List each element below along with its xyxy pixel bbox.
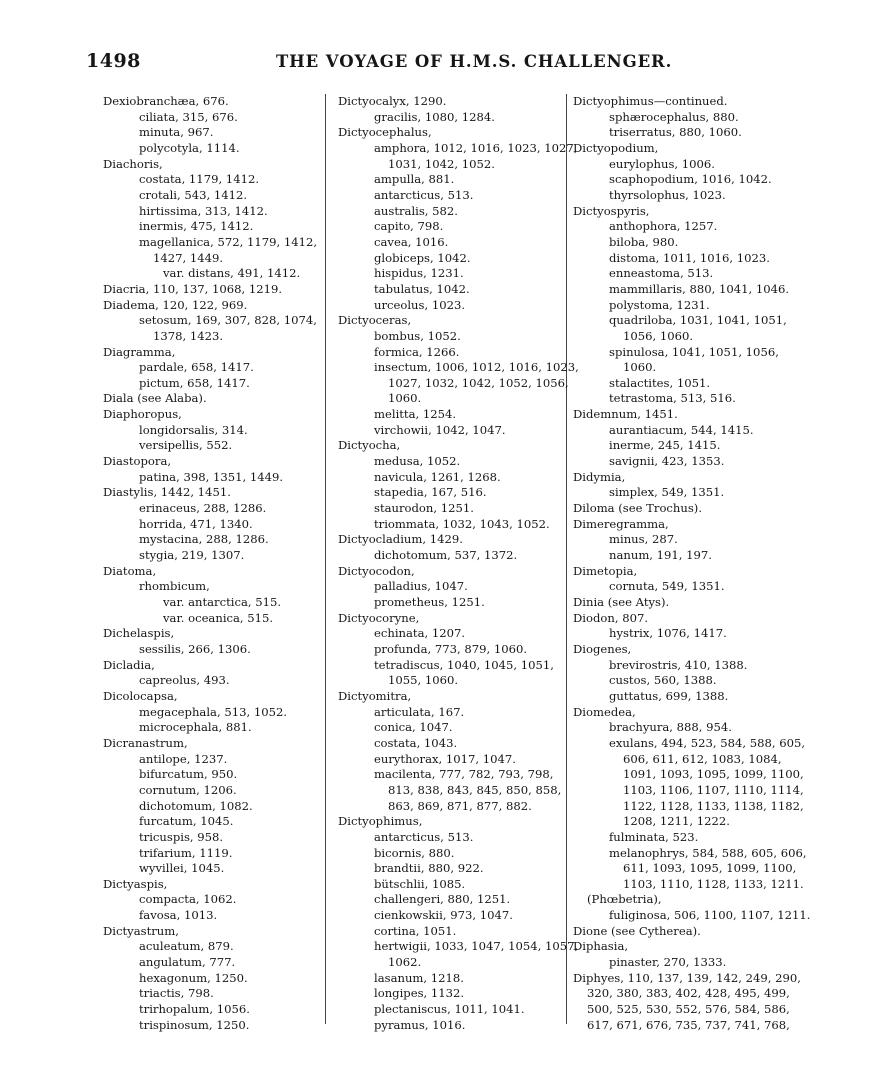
index-entry-line: simplex, 549, 1351. [609, 485, 725, 500]
index-entry-line: 320, 380, 383, 402, 428, 495, 499, [587, 986, 790, 1001]
index-entry-line: triactis, 798. [139, 986, 214, 1001]
index-entry-line: pictum, 658, 1417. [139, 375, 250, 390]
index-entry-line: stygia, 219, 1307. [139, 548, 245, 563]
index-entry-line: minuta, 967. [139, 125, 214, 140]
index-entry-line: sphærocephalus, 880. [609, 109, 739, 124]
index-entry-line: mammillaris, 880, 1041, 1046. [609, 281, 790, 296]
index-entry-line: microcephala, 881. [139, 720, 252, 735]
index-entry-line: costata, 1043. [374, 735, 458, 750]
index-entry-line: var. antarctica, 515. [163, 595, 282, 609]
index-entry-line: 1208, 1211, 1222. [623, 814, 730, 829]
index-entry-heading: Diacria, 110, 137, 1068, 1219. [103, 281, 283, 296]
index-entry-line: navicula, 1261, 1268. [374, 469, 501, 484]
index-entry-heading: Dictyopodium, [573, 140, 659, 155]
index-entry-line: pardale, 658, 1417. [139, 360, 254, 375]
index-entry-line: 1091, 1093, 1095, 1099, 1100, [623, 767, 804, 782]
index-entry-line: custos, 560, 1388. [609, 673, 717, 688]
index-entry-heading: Dictyomitra, [338, 688, 412, 703]
index-entry-heading: Diagramma, [103, 344, 176, 359]
index-entry-line: horrida, 471, 1340. [139, 516, 253, 531]
index-entry-line: aurantiacum, 544, 1415. [609, 422, 754, 437]
index-entry-line: articulata, 167. [374, 704, 465, 719]
index-entry-line: hertwigii, 1033, 1047, 1054, 1057, [374, 939, 579, 954]
index-entry-line: antilope, 1237. [139, 751, 228, 766]
index-entry-line: distoma, 1011, 1016, 1023. [609, 250, 770, 265]
index-entry-heading: Dicladia, [103, 657, 155, 672]
index-entry-line: wyvillei, 1045. [139, 861, 225, 876]
index-entry-line: magellanica, 572, 1179, 1412, [139, 234, 318, 249]
index-entry-heading: Didemnum, 1451. [573, 407, 678, 422]
column-divider [566, 94, 567, 1024]
index-entry-heading: Diomedea, [573, 704, 636, 719]
page-header [0, 50, 880, 80]
index-entry-line: fuliginosa, 506, 1100, 1107, 1211. [609, 908, 811, 923]
index-entry-line: erinaceus, 288, 1286. [139, 501, 267, 516]
index-entry-line: 1103, 1106, 1107, 1110, 1114, [623, 782, 804, 797]
index-entry-line: 606, 611, 612, 1083, 1084, [623, 751, 782, 766]
index-entry-line: cornuta, 549, 1351. [609, 579, 725, 594]
index-entry-line: bifurcatum, 950. [139, 767, 238, 782]
index-entry-heading: Dictyocha, [338, 438, 401, 453]
index-entry-line: brevirostris, 410, 1388. [609, 657, 748, 672]
index-entry-line: 1062. [388, 955, 422, 970]
index-entry-line: bicornis, 880. [374, 845, 455, 860]
index-entry-line: melitta, 1254. [374, 407, 457, 422]
index-entry-line: polystoma, 1231. [609, 297, 710, 312]
running-title: THE VOYAGE OF H.M.S. CHALLENGER. [276, 52, 673, 71]
index-entry-heading: Diatoma, [103, 563, 157, 578]
index-entry-heading: Dicranastrum, [103, 735, 188, 750]
index-entry-heading: Diastopora, [103, 454, 172, 469]
index-entry-line: macilenta, 777, 782, 793, 798, [374, 767, 554, 782]
index-entry-line: hystrix, 1076, 1417. [609, 626, 727, 641]
index-entry-line: enneastoma, 513. [609, 266, 714, 281]
index-entry-heading: Dione (see Cytherea). [573, 923, 701, 938]
index-entry-line: fulminata, 523. [609, 829, 699, 844]
index-entry-line: versipellis, 552. [139, 438, 233, 453]
index-entry-heading: Dictyastrum, [103, 923, 179, 938]
index-entry-heading: Diaphoropus, [103, 407, 182, 422]
index-entry-heading: Diodon, 807. [573, 610, 649, 625]
index-entry-line: scaphopodium, 1016, 1042. [609, 172, 772, 187]
index-entry-line: 1122, 1128, 1133, 1138, 1182, [623, 798, 804, 813]
index-entry-line: costata, 1179, 1412. [139, 172, 260, 187]
index-entry-heading: Didymia, [573, 469, 626, 484]
index-entry-line: triserratus, 880, 1060. [609, 125, 742, 140]
index-entry-line: bütschlii, 1085. [374, 876, 466, 891]
index-entry-line: echinata, 1207. [374, 626, 466, 641]
index-entry-heading: Diadema, 120, 122, 969. [103, 297, 248, 312]
index-entry-line: lasanum, 1218. [374, 970, 464, 985]
index-entry-heading: Dictyocodon, [338, 563, 415, 578]
index-entry-line: trispinosum, 1250. [139, 1017, 250, 1032]
index-entry-line: 1378, 1423. [153, 328, 224, 343]
index-entry-heading: Dimetopia, [573, 563, 638, 578]
index-entry-line: stalactites, 1051. [609, 375, 711, 390]
index-entry-line: spinulosa, 1041, 1051, 1056, [609, 344, 779, 359]
index-entry-line: 813, 838, 843, 845, 850, 858, [388, 782, 562, 797]
index-entry-heading: Dictyaspis, [103, 876, 168, 891]
index-entry-line: angulatum, 777. [139, 955, 236, 970]
index-entry-line: thyrsolophus, 1023. [609, 187, 726, 202]
index-entry-heading: Diphyes, 110, 137, 139, 142, 249, 290, [573, 970, 801, 985]
index-entry-line: nanum, 191, 197. [609, 548, 712, 563]
index-entry-heading: Diala (see Alaba). [103, 391, 207, 406]
index-entry-line: insectum, 1006, 1012, 1016, 1023, [374, 360, 579, 375]
index-entry-line: 1060. [388, 391, 422, 406]
index-entry-line: inermis, 475, 1412. [139, 219, 254, 234]
index-entry-line: 863, 869, 871, 877, 882. [388, 798, 532, 813]
index-entry-line: inerme, 245, 1415. [609, 438, 721, 453]
page-number: 1498 [86, 50, 141, 72]
index-entry-line: 500, 525, 530, 552, 576, 584, 586, [587, 1002, 790, 1017]
index-entry-line: dichotomum, 1082. [139, 798, 253, 813]
index-entry-line: rhombicum, [139, 579, 210, 594]
index-entry-line: tricuspis, 958. [139, 829, 224, 844]
index-entry-line: 1027, 1032, 1042, 1052, 1056, [388, 375, 569, 390]
index-entry-line: ciliata, 315, 676. [139, 109, 238, 124]
index-entry-line: furcatum, 1045. [139, 814, 234, 829]
index-entry-line: brandtii, 880, 922. [374, 861, 484, 876]
index-entry-line: hirtissima, 313, 1412. [139, 203, 268, 218]
index-entry-heading: Dictyocephalus, [338, 125, 432, 140]
index-entry-line: amphora, 1012, 1016, 1023, 1027, [374, 140, 578, 155]
index-entry-line: 1103, 1110, 1128, 1133, 1211. [623, 876, 804, 891]
index-entry-line: anthophora, 1257. [609, 219, 718, 234]
index-column-2 [338, 94, 579, 1033]
index-entry-heading: Dictyoceras, [338, 313, 412, 328]
index-entry-heading: Diloma (see Trochus). [573, 501, 703, 516]
index-entry-line: stapedia, 167, 516. [374, 485, 487, 500]
index-entry-line: savignii, 423, 1353. [609, 454, 725, 469]
index-entry-line: cortina, 1051. [374, 923, 457, 938]
index-entry-line: brachyura, 888, 954. [609, 720, 732, 735]
index-entry-line: globiceps, 1042. [374, 250, 471, 265]
index-entry-line: dichotomum, 537, 1372. [374, 548, 518, 563]
index-entry-line: trifarium, 1119. [139, 845, 233, 860]
index-entry-line: bombus, 1052. [374, 328, 461, 343]
index-entry-line: polycotyla, 1114. [139, 140, 240, 155]
index-entry-line: 1055, 1060. [388, 673, 459, 688]
index-entry-line: crotali, 543, 1412. [139, 187, 248, 202]
index-entry-line: gracilis, 1080, 1284. [374, 109, 495, 124]
index-entry-line: triommata, 1032, 1043, 1052. [374, 516, 550, 531]
index-entry-line: urceolus, 1023. [374, 297, 466, 312]
index-entry-line: cavea, 1016. [374, 234, 449, 249]
index-entry-line: minus, 287. [609, 532, 678, 547]
index-entry-line: tabulatus, 1042. [374, 281, 470, 296]
index-entry-line: favosa, 1013. [139, 908, 218, 923]
index-entry-line: staurodon, 1251. [374, 501, 474, 516]
index-entry-line: megacephala, 513, 1052. [139, 704, 288, 719]
index-entry-line: 617, 671, 676, 735, 737, 741, 768, [587, 1017, 790, 1032]
index-entry-heading: Dictyophimus, [338, 814, 423, 829]
index-entry-line: longipes, 1132. [374, 986, 465, 1001]
index-entry-line: conica, 1047. [374, 720, 453, 735]
index-entry-line: capito, 798. [374, 219, 444, 234]
index-entry-heading: Dinia (see Atys). [573, 595, 670, 609]
index-entry-heading: Dimeregramma, [573, 516, 669, 531]
index-entry-line: eurylophus, 1006. [609, 156, 715, 171]
index-entry-line: setosum, 169, 307, 828, 1074, [139, 313, 317, 328]
index-entry-line: antarcticus, 513. [374, 187, 474, 202]
index-entry-line: quadriloba, 1031, 1041, 1051, [609, 313, 787, 328]
index-entry-line: capreolus, 493. [139, 673, 230, 688]
index-entry-heading: Dictyophimus—continued. [573, 94, 728, 108]
index-entry-line: sessilis, 266, 1306. [139, 641, 251, 656]
index-entry-line: palladius, 1047. [374, 579, 468, 594]
index-entry-line: challengeri, 880, 1251. [374, 892, 511, 907]
index-entry-line: 1056, 1060. [623, 328, 694, 343]
index-entry-line: longidorsalis, 314. [139, 422, 248, 437]
index-entry-line: var. distans, 491, 1412. [163, 266, 301, 281]
index-entry-line: tetradiscus, 1040, 1045, 1051, [374, 657, 554, 672]
index-entry-line: 1427, 1449. [153, 250, 224, 265]
index-entry-line: pinaster, 270, 1333. [609, 955, 727, 970]
column-divider [325, 94, 326, 1024]
index-entry-line: exulans, 494, 523, 584, 588, 605, [609, 735, 806, 750]
index-entry-heading: Diogenes, [573, 641, 632, 656]
index-entry-heading: Dexiobranchæa, 676. [103, 94, 229, 108]
index-entry-line: compacta, 1062. [139, 892, 237, 907]
index-entry-heading: Dictyocladium, 1429. [338, 532, 463, 547]
index-entry-heading: Dictyospyris, [573, 203, 650, 218]
index-entry-heading: Dictyocalyx, 1290. [338, 94, 447, 108]
index-column-3 [573, 94, 811, 1033]
index-entry-line: formica, 1266. [374, 344, 460, 359]
index-entry-heading: Dictyocoryne, [338, 610, 420, 625]
index-entry-line: eurythorax, 1017, 1047. [374, 751, 516, 766]
index-entry-line: plectaniscus, 1011, 1041. [374, 1002, 525, 1017]
index-entry-line: biloba, 980. [609, 234, 679, 249]
index-entry-line: medusa, 1052. [374, 454, 461, 469]
index-entry-line: virchowii, 1042, 1047. [374, 422, 506, 437]
index-entry-line: aculeatum, 879. [139, 939, 234, 954]
index-entry-heading: Diachoris, [103, 156, 163, 171]
index-entry-line: tetrastoma, 513, 516. [609, 391, 736, 406]
index-entry-heading: Dicolocapsa, [103, 688, 178, 703]
index-entry-heading: Diastylis, 1442, 1451. [103, 485, 231, 500]
index-entry-line: cienkowskii, 973, 1047. [374, 908, 513, 923]
index-entry-line: hispidus, 1231. [374, 266, 464, 281]
index-entry-heading: Dichelaspis, [103, 626, 175, 641]
index-entry-line: patina, 398, 1351, 1449. [139, 469, 284, 484]
index-entry-line: pyramus, 1016. [374, 1017, 466, 1032]
index-entry-line: australis, 582. [374, 203, 458, 218]
index-entry-line: mystacina, 288, 1286. [139, 532, 269, 547]
index-entry-line: 1031, 1042, 1052. [388, 156, 495, 171]
index-entry-line: cornutum, 1206. [139, 782, 237, 797]
index-entry-line: (Phœbetria), [587, 892, 662, 907]
index-entry-line: ampulla, 881. [374, 172, 455, 187]
index-entry-line: hexagonum, 1250. [139, 970, 248, 985]
index-entry-line: melanophrys, 584, 588, 605, 606, [609, 845, 807, 860]
index-entry-line: prometheus, 1251. [374, 595, 485, 609]
index-entry-line: antarcticus, 513. [374, 829, 474, 844]
index-entry-line: profunda, 773, 879, 1060. [374, 641, 528, 656]
index-entry-line: guttatus, 699, 1388. [609, 688, 729, 703]
index-entry-line: var. oceanica, 515. [163, 610, 274, 625]
index-entry-line: trirhopalum, 1056. [139, 1002, 250, 1017]
index-entry-line: 611, 1093, 1095, 1099, 1100, [623, 861, 797, 876]
index-entry-line: 1060. [623, 360, 657, 375]
index-entry-heading: Diphasia, [573, 939, 629, 954]
index-column-1 [103, 94, 318, 1033]
